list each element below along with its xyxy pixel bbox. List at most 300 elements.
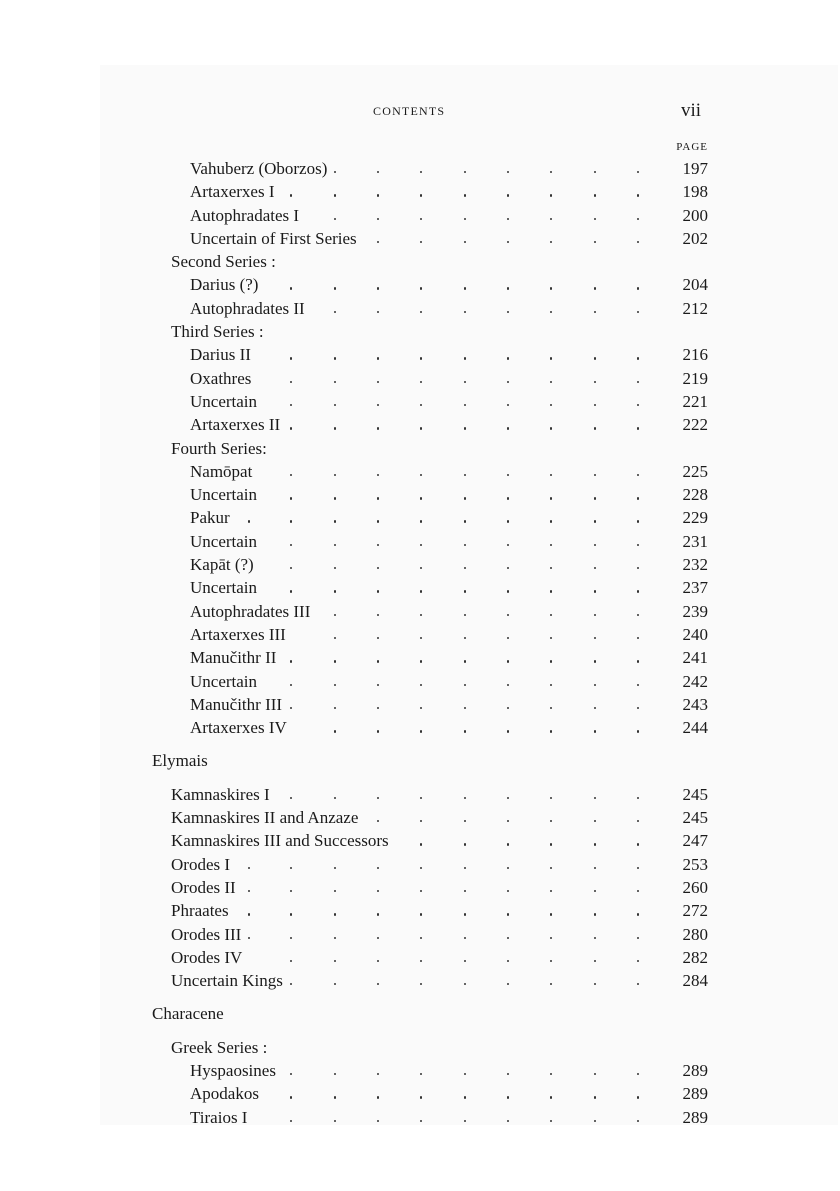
leader-dot [334, 684, 336, 686]
leader-dot [507, 567, 509, 569]
leader-dot [550, 241, 552, 243]
contents-list [0, 157, 840, 1129]
toc-entry-page: 272 [682, 901, 708, 921]
leader-dot [334, 218, 336, 220]
leader-dot [420, 660, 422, 662]
leader-dot [594, 497, 596, 499]
toc-entry-title: Kamnaskires I [171, 784, 270, 804]
toc-entry-page: 222 [682, 415, 708, 435]
leader-dot [334, 797, 336, 799]
leader-dot [377, 937, 379, 939]
leader-dot [334, 520, 336, 522]
toc-entry-title: Autophradates I [190, 205, 300, 225]
leader-dot [594, 218, 596, 220]
leader-dot [594, 567, 596, 569]
leader-dot [377, 497, 379, 499]
leader-dot [464, 1073, 466, 1075]
leader-dot [377, 520, 379, 522]
leader-dot [334, 890, 336, 892]
leader-dot [290, 867, 292, 869]
toc-entry-title: Orodes IV [171, 947, 243, 967]
leader-dot [420, 843, 422, 845]
leader-dot [507, 983, 509, 985]
leader-dot [507, 637, 509, 639]
leader-dot [637, 937, 639, 939]
toc-entry [0, 390, 840, 413]
leader-dot [594, 544, 596, 546]
leader-dot [637, 544, 639, 546]
leader-dot [377, 890, 379, 892]
leader-dot [248, 913, 250, 915]
leader-dot [420, 1073, 422, 1075]
toc-entry-title: Elymais [152, 751, 208, 771]
leader-dot [594, 637, 596, 639]
leader-dot [507, 707, 509, 709]
leader-dot [637, 820, 639, 822]
leader-dot [637, 287, 639, 289]
running-title: CONTENTS [373, 104, 446, 118]
leader-dot [464, 357, 466, 359]
leader-dot [550, 218, 552, 220]
leader-dot [420, 520, 422, 522]
leader-dot [550, 684, 552, 686]
leader-dot [248, 937, 250, 939]
leader-dot [420, 820, 422, 822]
leader-dot [507, 241, 509, 243]
toc-entry-title: Tiraios I [190, 1107, 248, 1127]
leader-dot [594, 357, 596, 359]
toc-entry [0, 530, 840, 553]
leader-dot [377, 474, 379, 476]
leader-dot [377, 287, 379, 289]
leader-dot [377, 241, 379, 243]
leader-dot [550, 544, 552, 546]
leader-dot [420, 684, 422, 686]
leader-dot [594, 381, 596, 383]
leader-dot [334, 311, 336, 313]
leader-dot [507, 1096, 509, 1098]
leader-dot [464, 820, 466, 822]
leader-dot [637, 843, 639, 845]
leader-dot [420, 1096, 422, 1098]
leader-dot [507, 937, 509, 939]
toc-entry [0, 853, 840, 876]
leader-dot [334, 707, 336, 709]
leader-dot [420, 867, 422, 869]
toc-entry [0, 180, 840, 203]
toc-entry [0, 506, 840, 529]
toc-entry-page: 197 [682, 159, 708, 178]
toc-entry [0, 1082, 840, 1105]
leader-dot [377, 1120, 379, 1122]
leader-dot [334, 194, 336, 196]
leader-dot [377, 614, 379, 616]
toc-entry-title: Orodes III [171, 924, 242, 944]
leader-dot [420, 311, 422, 313]
toc-entry-page: 202 [682, 228, 708, 248]
leader-dot [507, 797, 509, 799]
leader-dot [464, 660, 466, 662]
toc-entry [0, 600, 840, 623]
leader-dot [377, 820, 379, 822]
toc-entry [0, 553, 840, 576]
leader-dot [550, 660, 552, 662]
leader-dot [464, 707, 466, 709]
leader-dot [637, 404, 639, 406]
toc-entry-title: Namōpat [190, 461, 253, 481]
leader-dot [594, 171, 596, 173]
leader-dot [637, 1096, 639, 1098]
toc-entry-title: Fourth Series: [171, 438, 267, 458]
toc-entry [0, 343, 840, 366]
toc-entry [0, 1059, 840, 1082]
leader-dot [248, 890, 250, 892]
leader-dot [550, 590, 552, 592]
leader-dot [637, 730, 639, 732]
leader-dot [420, 614, 422, 616]
toc-section-heading [0, 749, 840, 772]
toc-entry-page: 231 [682, 531, 708, 551]
leader-dot [464, 241, 466, 243]
leader-dot [334, 983, 336, 985]
leader-dot [550, 960, 552, 962]
leader-dot [594, 937, 596, 939]
leader-dot [507, 590, 509, 592]
toc-entry-page: 282 [682, 947, 708, 967]
leader-dot [377, 357, 379, 359]
toc-entry [0, 716, 840, 739]
leader-dot [290, 287, 292, 289]
toc-entry-title: Second Series : [171, 252, 276, 272]
leader-dot [290, 381, 292, 383]
toc-entry-title: Characene [152, 1004, 224, 1024]
leader-dot [550, 381, 552, 383]
toc-entry-title: Uncertain [190, 671, 258, 691]
leader-dot [507, 730, 509, 732]
leader-dot [377, 1073, 379, 1075]
leader-dot [637, 1120, 639, 1122]
leader-dot [377, 1096, 379, 1098]
toc-entry [0, 783, 840, 806]
leader-dot [594, 707, 596, 709]
leader-dot [377, 797, 379, 799]
leader-dot [420, 960, 422, 962]
toc-entry-page: 212 [682, 298, 708, 318]
leader-dot [334, 427, 336, 429]
leader-dot [290, 474, 292, 476]
leader-dot [290, 937, 292, 939]
leader-dot [420, 287, 422, 289]
leader-dot [594, 614, 596, 616]
leader-dot [594, 660, 596, 662]
leader-dot [334, 544, 336, 546]
leader-dot [464, 404, 466, 406]
toc-entry-title: Uncertain of First Series [190, 228, 357, 248]
leader-dot [334, 404, 336, 406]
leader-dot [334, 287, 336, 289]
leader-dot [550, 427, 552, 429]
toc-entry [0, 899, 840, 922]
leader-dot [290, 520, 292, 522]
leader-dot [594, 404, 596, 406]
leader-dot [594, 474, 596, 476]
leader-dot [594, 797, 596, 799]
leader-dot [464, 497, 466, 499]
leader-dot [464, 1120, 466, 1122]
toc-entry [0, 946, 840, 969]
toc-entry-title: Kamnaskires III and Successors [171, 831, 389, 851]
leader-dot [594, 1073, 596, 1075]
toc-entry-page: 243 [682, 694, 708, 714]
leader-dot [420, 707, 422, 709]
leader-dot [594, 241, 596, 243]
leader-dot [507, 1120, 509, 1122]
toc-entry [0, 227, 840, 250]
toc-entry [0, 693, 840, 716]
leader-dot [377, 381, 379, 383]
leader-dot [507, 427, 509, 429]
toc-subheading [0, 320, 840, 343]
leader-dot [290, 707, 292, 709]
toc-entry-page: 245 [682, 808, 708, 828]
leader-dot [550, 730, 552, 732]
leader-dot [594, 890, 596, 892]
leader-dot [464, 427, 466, 429]
toc-entry-title: Artaxerxes III [190, 624, 286, 644]
leader-dot [377, 637, 379, 639]
toc-entry-page: 200 [682, 205, 708, 225]
leader-dot [507, 843, 509, 845]
leader-dot [420, 497, 422, 499]
leader-dot [420, 890, 422, 892]
leader-dot [377, 660, 379, 662]
leader-dot [420, 567, 422, 569]
leader-dot [290, 660, 292, 662]
leader-dot [594, 520, 596, 522]
leader-dot [420, 381, 422, 383]
page-column-label: PAGE [676, 141, 708, 153]
toc-entry-title: Oxathres [190, 368, 252, 388]
toc-entry-page: 289 [682, 1060, 708, 1080]
leader-dot [507, 684, 509, 686]
toc-entry [0, 576, 840, 599]
toc-entry-title: Manučithr II [190, 648, 277, 668]
leader-dot [334, 1096, 336, 1098]
toc-entry-title: Pakur [190, 508, 230, 528]
leader-dot [464, 913, 466, 915]
leader-dot [290, 590, 292, 592]
toc-entry-page: 245 [682, 784, 708, 804]
leader-dot [507, 1073, 509, 1075]
toc-entry-title: Artaxerxes IV [190, 718, 287, 738]
leader-dot [334, 637, 336, 639]
leader-dot [507, 404, 509, 406]
leader-dot [420, 1120, 422, 1122]
leader-dot [420, 913, 422, 915]
leader-dot [464, 867, 466, 869]
leader-dot [550, 797, 552, 799]
toc-subheading [0, 437, 840, 460]
leader-dot [464, 194, 466, 196]
leader-dot [594, 960, 596, 962]
toc-entry-title: Uncertain Kings [171, 971, 283, 991]
leader-dot [420, 474, 422, 476]
leader-dot [550, 567, 552, 569]
toc-entry-title: Artaxerxes II [190, 415, 281, 435]
leader-dot [507, 614, 509, 616]
leader-dot [290, 427, 292, 429]
leader-dot [248, 867, 250, 869]
leader-dot [420, 937, 422, 939]
leader-dot [550, 983, 552, 985]
toc-entry-page: 237 [682, 578, 708, 598]
leader-dot [420, 404, 422, 406]
leader-dot [550, 287, 552, 289]
leader-dot [377, 544, 379, 546]
leader-dot [377, 427, 379, 429]
toc-entry-page: 247 [682, 831, 708, 851]
leader-dot [637, 983, 639, 985]
leader-dot [334, 614, 336, 616]
leader-dot [464, 311, 466, 313]
toc-entry [0, 1106, 840, 1129]
leader-dot [507, 171, 509, 173]
leader-dot [420, 218, 422, 220]
leader-dot [550, 843, 552, 845]
leader-dot [550, 890, 552, 892]
toc-entry-page: 260 [682, 877, 708, 897]
leader-dot [334, 590, 336, 592]
leader-dot [550, 637, 552, 639]
leader-dot [550, 1120, 552, 1122]
toc-entry-title: Kapāt (?) [190, 555, 254, 575]
toc-entry-title: Uncertain [190, 391, 258, 411]
leader-dot [637, 797, 639, 799]
leader-dot [637, 890, 639, 892]
toc-entry-page: 229 [682, 508, 708, 528]
leader-dot [420, 590, 422, 592]
leader-dot [290, 890, 292, 892]
leader-dot [377, 218, 379, 220]
leader-dot [334, 660, 336, 662]
leader-dot [290, 684, 292, 686]
leader-dot [334, 867, 336, 869]
leader-dot [377, 311, 379, 313]
leader-dot [507, 913, 509, 915]
leader-dot [377, 707, 379, 709]
leader-dot [637, 960, 639, 962]
leader-dot [464, 960, 466, 962]
leader-dot [550, 474, 552, 476]
leader-dot [290, 960, 292, 962]
leader-dot [334, 937, 336, 939]
toc-entry-title: Uncertain [190, 485, 258, 505]
leader-dot [637, 1073, 639, 1075]
leader-dot [334, 1073, 336, 1075]
toc-entry [0, 413, 840, 436]
leader-dot [550, 1073, 552, 1075]
leader-dot [420, 241, 422, 243]
leader-dot [464, 218, 466, 220]
leader-dot [594, 1096, 596, 1098]
toc-entry [0, 460, 840, 483]
leader-dot [507, 497, 509, 499]
toc-entry [0, 204, 840, 227]
leader-dot [637, 357, 639, 359]
leader-dot [290, 983, 292, 985]
leader-dot [420, 730, 422, 732]
leader-dot [594, 913, 596, 915]
leader-dot [637, 707, 639, 709]
leader-dot [507, 194, 509, 196]
leader-dot [550, 913, 552, 915]
leader-dot [464, 544, 466, 546]
toc-entry-title: Darius II [190, 345, 251, 365]
leader-dot [290, 797, 292, 799]
leader-dot [550, 820, 552, 822]
leader-dot [550, 614, 552, 616]
toc-entry [0, 646, 840, 669]
leader-dot [420, 544, 422, 546]
toc-entry-title: Autophradates II [190, 298, 305, 318]
leader-dot [507, 960, 509, 962]
toc-entry [0, 367, 840, 390]
leader-dot [464, 637, 466, 639]
toc-entry-page: 280 [682, 924, 708, 944]
leader-dot [507, 218, 509, 220]
page-header [0, 100, 840, 124]
toc-entry-page: 216 [682, 345, 708, 365]
toc-entry [0, 829, 840, 852]
toc-entry-page: 253 [682, 854, 708, 874]
leader-dot [550, 707, 552, 709]
leader-dot [464, 590, 466, 592]
leader-dot [507, 820, 509, 822]
toc-entry-title: Phraates [171, 901, 229, 921]
leader-dot [464, 287, 466, 289]
leader-dot [290, 1120, 292, 1122]
leader-dot [420, 637, 422, 639]
leader-dot [377, 567, 379, 569]
leader-dot [334, 381, 336, 383]
leader-dot [594, 867, 596, 869]
leader-dot [594, 730, 596, 732]
leader-dot [637, 637, 639, 639]
leader-dot [594, 983, 596, 985]
toc-section-heading [0, 1002, 840, 1025]
leader-dot [290, 1073, 292, 1075]
leader-dot [464, 1096, 466, 1098]
leader-dot [290, 1096, 292, 1098]
leader-dot [637, 684, 639, 686]
toc-entry-title: Autophradates III [190, 601, 311, 621]
leader-dot [637, 614, 639, 616]
toc-entry-page: 241 [682, 648, 708, 668]
leader-dot [594, 590, 596, 592]
toc-entry-title: Orodes II [171, 877, 236, 897]
toc-entry-page: 239 [682, 601, 708, 621]
toc-entry-title: Uncertain [190, 578, 258, 598]
leader-dot [377, 684, 379, 686]
toc-entry [0, 670, 840, 693]
toc-entry-page: 204 [682, 275, 708, 295]
leader-dot [594, 287, 596, 289]
leader-dot [464, 730, 466, 732]
leader-dot [507, 381, 509, 383]
leader-dot [420, 427, 422, 429]
leader-dot [377, 404, 379, 406]
leader-dot [377, 590, 379, 592]
